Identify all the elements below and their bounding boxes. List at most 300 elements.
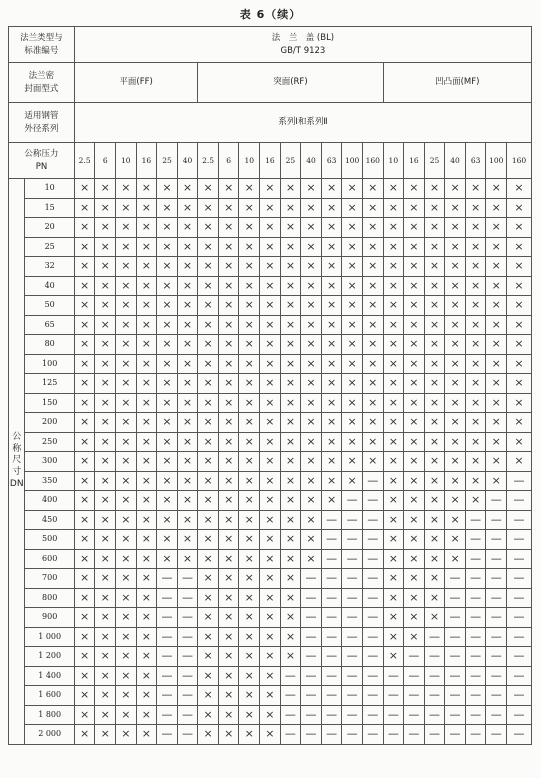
not-applicable-mark: —	[507, 608, 532, 628]
pn-rf-4: 25	[280, 143, 301, 179]
seal-rf: 突面(RF)	[198, 63, 383, 103]
applicable-mark: ×	[362, 413, 383, 433]
applicable-mark: ×	[342, 335, 363, 355]
applicable-mark: ×	[383, 257, 404, 277]
applicable-mark: ×	[218, 237, 239, 257]
not-applicable-mark: —	[383, 725, 404, 745]
applicable-mark: ×	[383, 335, 404, 355]
applicable-mark: ×	[321, 452, 342, 472]
applicable-mark: ×	[157, 530, 178, 550]
applicable-mark: ×	[74, 335, 95, 355]
applicable-mark: ×	[239, 432, 260, 452]
applicable-mark: ×	[136, 608, 157, 628]
applicable-mark: ×	[362, 335, 383, 355]
applicable-mark: ×	[157, 413, 178, 433]
applicable-mark: ×	[177, 491, 198, 511]
applicable-mark: ×	[74, 257, 95, 277]
dn-label-char: 尺	[12, 455, 22, 466]
applicable-mark: ×	[260, 393, 281, 413]
applicable-mark: ×	[383, 647, 404, 667]
pn-mf-5: 100	[486, 143, 507, 179]
applicable-mark: ×	[342, 179, 363, 199]
applicable-mark: ×	[280, 179, 301, 199]
applicable-mark: ×	[157, 198, 178, 218]
not-applicable-mark: —	[301, 666, 322, 686]
applicable-mark: ×	[445, 179, 466, 199]
not-applicable-mark: —	[342, 530, 363, 550]
applicable-mark: ×	[136, 588, 157, 608]
applicable-mark: ×	[95, 432, 116, 452]
applicable-mark: ×	[95, 257, 116, 277]
applicable-mark: ×	[136, 218, 157, 238]
header-row-seal	[9, 63, 532, 103]
applicable-mark: ×	[74, 569, 95, 589]
dn-value: 300	[25, 452, 74, 472]
not-applicable-mark: —	[301, 588, 322, 608]
applicable-mark: ×	[136, 705, 157, 725]
applicable-mark: ×	[424, 471, 445, 491]
applicable-mark: ×	[74, 588, 95, 608]
type-value: 法 兰 盖 (BL) GB/T 9123	[74, 27, 531, 63]
applicable-mark: ×	[383, 218, 404, 238]
applicable-mark: ×	[280, 315, 301, 335]
not-applicable-mark: —	[177, 705, 198, 725]
applicable-mark: ×	[260, 627, 281, 647]
applicable-mark: ×	[424, 179, 445, 199]
applicable-mark: ×	[321, 335, 342, 355]
pn-mf-2: 25	[424, 143, 445, 179]
applicable-mark: ×	[239, 686, 260, 706]
applicable-mark: ×	[321, 276, 342, 296]
applicable-mark: ×	[507, 393, 532, 413]
applicable-mark: ×	[239, 627, 260, 647]
not-applicable-mark: —	[465, 530, 486, 550]
applicable-mark: ×	[198, 354, 219, 374]
applicable-mark: ×	[424, 374, 445, 394]
applicable-mark: ×	[74, 276, 95, 296]
not-applicable-mark: —	[445, 608, 466, 628]
applicable-mark: ×	[465, 413, 486, 433]
applicable-mark: ×	[280, 471, 301, 491]
applicable-mark: ×	[260, 725, 281, 745]
dn-label-char: 寸	[12, 467, 22, 478]
not-applicable-mark: —	[486, 569, 507, 589]
applicable-mark: ×	[383, 588, 404, 608]
applicable-mark: ×	[342, 218, 363, 238]
applicable-mark: ×	[465, 237, 486, 257]
applicable-mark: ×	[116, 608, 137, 628]
pn-mf-0: 10	[383, 143, 404, 179]
applicable-mark: ×	[486, 452, 507, 472]
not-applicable-mark: —	[321, 627, 342, 647]
table-row	[9, 686, 532, 706]
applicable-mark: ×	[404, 374, 425, 394]
applicable-mark: ×	[362, 198, 383, 218]
applicable-mark: ×	[136, 198, 157, 218]
applicable-mark: ×	[95, 569, 116, 589]
not-applicable-mark: —	[362, 705, 383, 725]
not-applicable-mark: —	[465, 569, 486, 589]
not-applicable-mark: —	[465, 725, 486, 745]
not-applicable-mark: —	[342, 647, 363, 667]
applicable-mark: ×	[445, 530, 466, 550]
applicable-mark: ×	[362, 393, 383, 413]
applicable-mark: ×	[95, 198, 116, 218]
applicable-mark: ×	[74, 315, 95, 335]
applicable-mark: ×	[198, 510, 219, 530]
applicable-mark: ×	[486, 237, 507, 257]
applicable-mark: ×	[301, 452, 322, 472]
applicable-mark: ×	[321, 237, 342, 257]
applicable-mark: ×	[136, 452, 157, 472]
applicable-mark: ×	[445, 335, 466, 355]
not-applicable-mark: —	[424, 666, 445, 686]
applicable-mark: ×	[218, 627, 239, 647]
applicable-mark: ×	[116, 725, 137, 745]
applicable-mark: ×	[157, 491, 178, 511]
applicable-mark: ×	[507, 179, 532, 199]
applicable-mark: ×	[116, 276, 137, 296]
not-applicable-mark: —	[486, 530, 507, 550]
applicable-mark: ×	[74, 198, 95, 218]
applicable-mark: ×	[74, 510, 95, 530]
applicable-mark: ×	[239, 666, 260, 686]
not-applicable-mark: —	[157, 666, 178, 686]
not-applicable-mark: —	[445, 569, 466, 589]
dn-value: 350	[25, 471, 74, 491]
applicable-mark: ×	[404, 452, 425, 472]
not-applicable-mark: —	[424, 647, 445, 667]
applicable-mark: ×	[218, 608, 239, 628]
applicable-mark: ×	[239, 608, 260, 628]
not-applicable-mark: —	[362, 725, 383, 745]
applicable-mark: ×	[404, 413, 425, 433]
table-row	[9, 510, 532, 530]
table-row	[9, 374, 532, 394]
applicable-mark: ×	[465, 393, 486, 413]
applicable-mark: ×	[404, 530, 425, 550]
not-applicable-mark: —	[342, 510, 363, 530]
applicable-mark: ×	[342, 432, 363, 452]
applicable-mark: ×	[321, 198, 342, 218]
applicable-mark: ×	[157, 393, 178, 413]
applicable-mark: ×	[198, 452, 219, 472]
applicable-mark: ×	[445, 393, 466, 413]
applicable-mark: ×	[239, 315, 260, 335]
not-applicable-mark: —	[404, 725, 425, 745]
applicable-mark: ×	[280, 296, 301, 316]
dn-value: 40	[25, 276, 74, 296]
applicable-mark: ×	[383, 198, 404, 218]
pn-rf-5: 40	[301, 143, 322, 179]
applicable-mark: ×	[486, 218, 507, 238]
applicable-mark: ×	[445, 491, 466, 511]
applicable-mark: ×	[507, 335, 532, 355]
applicable-mark: ×	[321, 218, 342, 238]
applicable-mark: ×	[95, 413, 116, 433]
not-applicable-mark: —	[486, 549, 507, 569]
applicable-mark: ×	[342, 354, 363, 374]
applicable-mark: ×	[301, 413, 322, 433]
applicable-mark: ×	[424, 354, 445, 374]
applicable-mark: ×	[362, 237, 383, 257]
applicable-mark: ×	[74, 374, 95, 394]
table-caption: 表 6（续）	[239, 8, 302, 21]
applicable-mark: ×	[383, 374, 404, 394]
not-applicable-mark: —	[486, 588, 507, 608]
applicable-mark: ×	[404, 627, 425, 647]
applicable-mark: ×	[116, 686, 137, 706]
applicable-mark: ×	[280, 569, 301, 589]
applicable-mark: ×	[260, 666, 281, 686]
applicable-mark: ×	[301, 549, 322, 569]
applicable-mark: ×	[95, 179, 116, 199]
applicable-mark: ×	[157, 549, 178, 569]
applicable-mark: ×	[280, 413, 301, 433]
not-applicable-mark: —	[486, 510, 507, 530]
applicable-mark: ×	[95, 647, 116, 667]
not-applicable-mark: —	[280, 725, 301, 745]
applicable-mark: ×	[239, 296, 260, 316]
applicable-mark: ×	[95, 666, 116, 686]
applicable-mark: ×	[116, 393, 137, 413]
pipe-value: 系列Ⅰ和系列Ⅱ	[74, 103, 531, 143]
applicable-mark: ×	[239, 569, 260, 589]
applicable-mark: ×	[136, 471, 157, 491]
applicable-mark: ×	[239, 647, 260, 667]
dn-vertical-label	[9, 179, 25, 745]
applicable-mark: ×	[404, 237, 425, 257]
not-applicable-mark: —	[342, 491, 363, 511]
not-applicable-mark: —	[383, 666, 404, 686]
applicable-mark: ×	[198, 530, 219, 550]
applicable-mark: ×	[362, 257, 383, 277]
dn-value: 1 200	[25, 647, 74, 667]
not-applicable-mark: —	[465, 608, 486, 628]
applicable-mark: ×	[136, 413, 157, 433]
not-applicable-mark: —	[157, 705, 178, 725]
applicable-mark: ×	[198, 257, 219, 277]
table-row	[9, 725, 532, 745]
applicable-mark: ×	[136, 335, 157, 355]
applicable-mark: ×	[239, 198, 260, 218]
applicable-mark: ×	[280, 510, 301, 530]
applicable-mark: ×	[383, 296, 404, 316]
not-applicable-mark: —	[321, 530, 342, 550]
not-applicable-mark: —	[465, 510, 486, 530]
applicable-mark: ×	[198, 471, 219, 491]
applicable-mark: ×	[404, 393, 425, 413]
not-applicable-mark: —	[507, 588, 532, 608]
applicable-mark: ×	[424, 257, 445, 277]
not-applicable-mark: —	[445, 627, 466, 647]
applicable-mark: ×	[383, 491, 404, 511]
applicable-mark: ×	[116, 198, 137, 218]
applicable-mark: ×	[177, 179, 198, 199]
not-applicable-mark: —	[486, 666, 507, 686]
applicable-mark: ×	[218, 666, 239, 686]
applicable-mark: ×	[404, 549, 425, 569]
applicable-mark: ×	[507, 296, 532, 316]
applicable-mark: ×	[95, 354, 116, 374]
not-applicable-mark: —	[321, 666, 342, 686]
applicable-mark: ×	[445, 374, 466, 394]
applicable-mark: ×	[177, 296, 198, 316]
pn-ff-0: 2.5	[74, 143, 95, 179]
applicable-mark: ×	[280, 588, 301, 608]
applicable-mark: ×	[239, 218, 260, 238]
applicable-mark: ×	[177, 335, 198, 355]
applicable-mark: ×	[74, 647, 95, 667]
applicable-mark: ×	[383, 608, 404, 628]
header-row-pn	[9, 143, 532, 179]
applicable-mark: ×	[74, 432, 95, 452]
applicable-mark: ×	[260, 705, 281, 725]
applicable-mark: ×	[218, 725, 239, 745]
applicable-mark: ×	[486, 335, 507, 355]
not-applicable-mark: —	[301, 705, 322, 725]
applicable-mark: ×	[342, 257, 363, 277]
applicable-mark: ×	[507, 374, 532, 394]
applicable-mark: ×	[218, 198, 239, 218]
dn-label-char: DN	[9, 478, 24, 489]
applicable-mark: ×	[198, 218, 219, 238]
applicable-mark: ×	[95, 510, 116, 530]
applicable-mark: ×	[362, 432, 383, 452]
applicable-mark: ×	[218, 335, 239, 355]
not-applicable-mark: —	[465, 666, 486, 686]
pn-ff-2: 10	[116, 143, 137, 179]
applicable-mark: ×	[486, 257, 507, 277]
applicable-mark: ×	[260, 549, 281, 569]
applicable-mark: ×	[74, 627, 95, 647]
applicable-mark: ×	[507, 218, 532, 238]
not-applicable-mark: —	[445, 588, 466, 608]
not-applicable-mark: —	[321, 608, 342, 628]
applicable-mark: ×	[260, 335, 281, 355]
applicable-mark: ×	[424, 218, 445, 238]
table-row	[9, 432, 532, 452]
applicable-mark: ×	[404, 179, 425, 199]
applicable-mark: ×	[157, 452, 178, 472]
applicable-mark: ×	[424, 549, 445, 569]
applicable-mark: ×	[404, 296, 425, 316]
applicable-mark: ×	[136, 179, 157, 199]
applicable-mark: ×	[342, 296, 363, 316]
applicable-mark: ×	[424, 335, 445, 355]
not-applicable-mark: —	[507, 510, 532, 530]
applicable-mark: ×	[465, 452, 486, 472]
applicable-mark: ×	[136, 432, 157, 452]
not-applicable-mark: —	[445, 666, 466, 686]
table-row	[9, 627, 532, 647]
dn-label-char: 公	[12, 432, 22, 443]
applicable-mark: ×	[404, 218, 425, 238]
applicable-mark: ×	[177, 276, 198, 296]
applicable-mark: ×	[260, 315, 281, 335]
applicable-mark: ×	[218, 686, 239, 706]
applicable-mark: ×	[218, 510, 239, 530]
not-applicable-mark: —	[507, 647, 532, 667]
applicable-mark: ×	[74, 705, 95, 725]
pn-rf-1: 6	[218, 143, 239, 179]
applicable-mark: ×	[486, 374, 507, 394]
not-applicable-mark: —	[507, 686, 532, 706]
applicable-mark: ×	[260, 218, 281, 238]
applicable-mark: ×	[507, 257, 532, 277]
applicable-mark: ×	[301, 335, 322, 355]
not-applicable-mark: —	[321, 588, 342, 608]
applicable-mark: ×	[218, 471, 239, 491]
applicable-mark: ×	[218, 647, 239, 667]
applicable-mark: ×	[260, 491, 281, 511]
applicable-mark: ×	[136, 296, 157, 316]
applicable-mark: ×	[157, 471, 178, 491]
applicable-mark: ×	[157, 179, 178, 199]
not-applicable-mark: —	[342, 627, 363, 647]
not-applicable-mark: —	[301, 725, 322, 745]
table-row	[9, 666, 532, 686]
applicable-mark: ×	[239, 354, 260, 374]
not-applicable-mark: —	[404, 647, 425, 667]
applicable-mark: ×	[198, 491, 219, 511]
applicable-mark: ×	[157, 315, 178, 335]
applicable-mark: ×	[239, 471, 260, 491]
not-applicable-mark: —	[157, 686, 178, 706]
applicable-mark: ×	[177, 218, 198, 238]
applicable-mark: ×	[177, 432, 198, 452]
applicable-mark: ×	[218, 530, 239, 550]
applicable-mark: ×	[218, 315, 239, 335]
applicable-mark: ×	[136, 627, 157, 647]
dn-value: 150	[25, 393, 74, 413]
not-applicable-mark: —	[507, 471, 532, 491]
applicable-mark: ×	[198, 179, 219, 199]
applicable-mark: ×	[404, 335, 425, 355]
applicable-mark: ×	[136, 374, 157, 394]
applicable-mark: ×	[177, 530, 198, 550]
applicable-mark: ×	[198, 335, 219, 355]
dn-value: 2 000	[25, 725, 74, 745]
not-applicable-mark: —	[404, 705, 425, 725]
applicable-mark: ×	[95, 705, 116, 725]
dn-value: 1 000	[25, 627, 74, 647]
applicable-mark: ×	[507, 432, 532, 452]
table-row	[9, 218, 532, 238]
table-row	[9, 491, 532, 511]
applicable-mark: ×	[177, 374, 198, 394]
applicable-mark: ×	[260, 296, 281, 316]
applicable-mark: ×	[301, 296, 322, 316]
applicable-mark: ×	[280, 491, 301, 511]
applicable-mark: ×	[424, 569, 445, 589]
not-applicable-mark: —	[424, 627, 445, 647]
applicable-mark: ×	[404, 257, 425, 277]
applicable-mark: ×	[218, 432, 239, 452]
applicable-mark: ×	[116, 569, 137, 589]
not-applicable-mark: —	[157, 647, 178, 667]
not-applicable-mark: —	[507, 725, 532, 745]
not-applicable-mark: —	[362, 686, 383, 706]
not-applicable-mark: —	[301, 608, 322, 628]
not-applicable-mark: —	[404, 686, 425, 706]
applicable-mark: ×	[198, 432, 219, 452]
applicable-mark: ×	[301, 179, 322, 199]
applicable-mark: ×	[383, 237, 404, 257]
table-row	[9, 257, 532, 277]
applicable-mark: ×	[260, 179, 281, 199]
applicable-mark: ×	[157, 218, 178, 238]
